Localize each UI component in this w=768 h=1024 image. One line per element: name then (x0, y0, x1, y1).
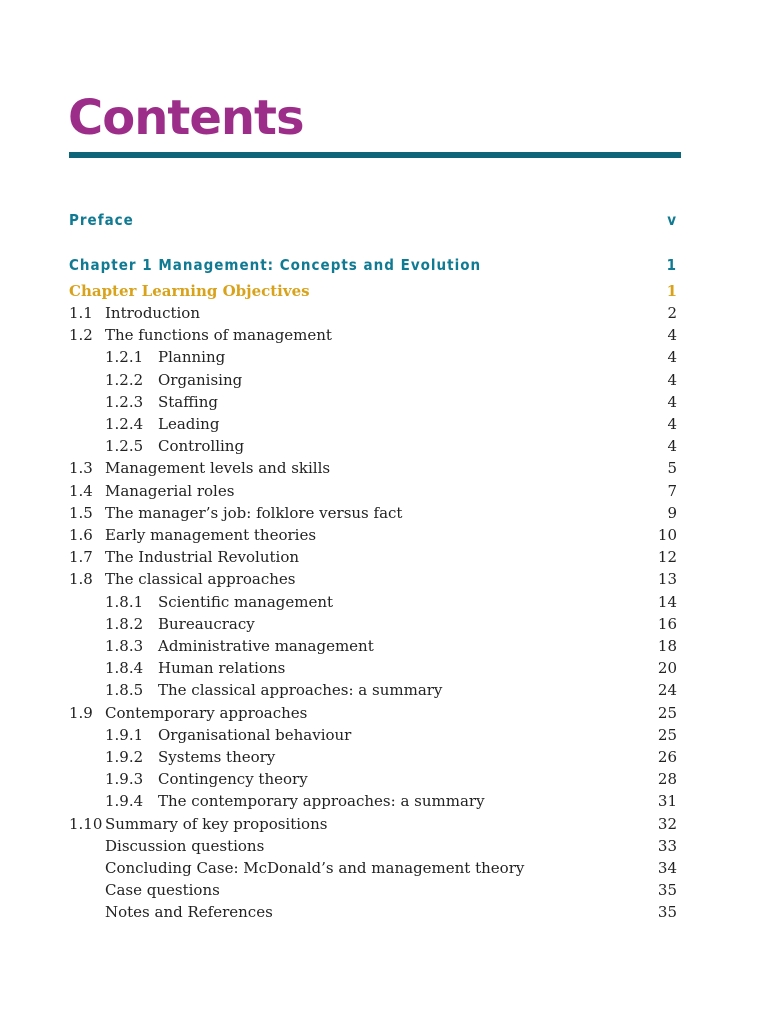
toc-entry-number: 1.9.2 (105, 748, 144, 766)
toc-entry-page: 28 (657, 770, 677, 789)
toc-entry-page: 5 (667, 459, 677, 478)
toc-entry-page: 7 (667, 481, 677, 500)
toc-entry[interactable] (69, 657, 677, 679)
toc-entry-label: The manager’s job: folklore versus fact (105, 503, 403, 522)
toc-chapter-label: Chapter 1 Management: Concepts and Evolution (69, 256, 482, 274)
toc-entry-label: Introduction (105, 304, 200, 322)
toc-entry-label: Scientific management (158, 592, 334, 611)
toc-entry-number: 1.9.3 (105, 770, 144, 789)
toc-preface[interactable] (69, 209, 677, 231)
toc-entry-page: 12 (657, 548, 677, 567)
toc-entry[interactable] (69, 524, 677, 546)
toc-entry[interactable] (69, 546, 677, 568)
title-rule (69, 152, 681, 158)
toc-entry-number: 1.2.3 (105, 392, 144, 411)
toc-entry-label: Notes and References (105, 903, 273, 922)
toc-entry[interactable] (69, 613, 677, 635)
toc-entry-number: 1.8 (69, 570, 93, 589)
toc-entry[interactable] (69, 768, 677, 790)
toc-entry-page: 13 (657, 570, 677, 589)
toc-entry[interactable] (69, 435, 677, 457)
toc-entry-page: 9 (667, 503, 677, 522)
toc-entry[interactable] (69, 790, 677, 812)
toc-entry[interactable] (69, 413, 677, 435)
toc-entry[interactable] (69, 346, 677, 368)
toc-entry-label: Bureaucracy (158, 614, 255, 633)
toc-entry-page: 4 (667, 415, 677, 433)
toc-entry-label: The functions of management (105, 326, 332, 345)
toc-entry-page: 34 (657, 859, 677, 877)
toc-entry-number: 1.5 (69, 503, 93, 522)
toc-entry[interactable] (69, 813, 677, 835)
toc-entry-label: Managerial roles (105, 481, 235, 500)
toc-entry-page: 16 (657, 614, 677, 633)
toc-entry-page: 25 (657, 703, 677, 722)
toc-entry-label: Administrative management (158, 637, 374, 655)
toc-entry-page: 26 (657, 748, 677, 766)
toc-entry-number: 1.7 (69, 548, 93, 567)
toc-entry-label: Early management theories (105, 526, 317, 544)
toc-entry-label: The classical approaches (105, 570, 296, 589)
toc-entry[interactable] (69, 502, 677, 524)
toc-entry[interactable] (69, 391, 677, 413)
toc-entry-label: Management levels and skills (105, 459, 331, 478)
toc-entry[interactable] (69, 679, 677, 701)
toc-entry-label: Contingency theory (158, 770, 308, 789)
toc-entry[interactable] (69, 302, 677, 324)
toc-entry-number: 1.2.5 (105, 437, 144, 456)
toc-entry-label: Organising (158, 370, 243, 389)
toc-entry-number: 1.2.1 (105, 348, 144, 367)
toc-entry-page: 4 (667, 437, 677, 456)
toc-entry-page: 4 (667, 326, 677, 345)
toc-entry-page: 4 (667, 392, 677, 411)
toc-chapter-heading[interactable] (69, 254, 677, 276)
toc-entry-number: 1.9.1 (105, 725, 144, 744)
toc-entry-page: 35 (657, 881, 677, 900)
toc-entry[interactable] (69, 835, 677, 857)
toc-entry-number: 1.8.5 (105, 681, 144, 700)
toc-entry-label: Planning (158, 348, 226, 367)
toc-entry-number: 1.10 (69, 814, 103, 833)
toc-entry-page: 18 (657, 637, 677, 655)
toc-entry-label: Summary of key propositions (105, 814, 328, 833)
toc-entry-label: Organisational behaviour (158, 725, 352, 744)
toc-entry-label: The contemporary approaches: a summary (158, 792, 485, 811)
toc-entry-label: Controlling (158, 437, 245, 456)
toc-entry[interactable] (69, 480, 677, 502)
toc-entry-number: 1.8.3 (105, 637, 144, 655)
toc-entry-label: Systems theory (158, 748, 276, 766)
toc-entry-page: 31 (657, 792, 677, 811)
toc-entry[interactable] (69, 591, 677, 613)
toc-chapter-page: 1 (666, 256, 677, 274)
toc-entry-page: 25 (657, 725, 677, 744)
toc-entry-number: 1.2.2 (105, 370, 144, 389)
toc-entry-label: Human relations (158, 659, 286, 678)
toc-objectives[interactable] (69, 280, 677, 302)
toc-entry-number: 1.6 (69, 526, 93, 544)
toc-objectives-label: Chapter Learning Objectives (69, 282, 310, 300)
toc-entry[interactable] (69, 635, 677, 657)
toc-entry-page: 24 (657, 681, 677, 700)
toc-entry-number: 1.3 (69, 459, 93, 478)
toc-entry-number: 1.9.4 (105, 792, 144, 811)
toc-entry-label: Discussion questions (105, 836, 265, 855)
toc-entry-number: 1.8.2 (105, 614, 144, 633)
toc-entry-label: The classical approaches: a summary (158, 681, 443, 700)
toc-entry[interactable] (69, 879, 677, 901)
toc-entry-number: 1.2 (69, 326, 93, 345)
toc-entry-page: 32 (657, 814, 677, 833)
toc-entry[interactable] (69, 324, 677, 346)
toc-entry-label: Case questions (105, 881, 220, 900)
toc-entry[interactable] (69, 901, 677, 923)
toc-entry[interactable] (69, 457, 677, 479)
toc-entry-page: 10 (657, 526, 677, 544)
toc-entry-number: 1.9 (69, 703, 93, 722)
toc-entry-page: 20 (657, 659, 677, 678)
toc-entry-page: 14 (657, 592, 677, 611)
page-title: Contents (68, 90, 304, 146)
toc-entry-page: 4 (667, 348, 677, 367)
toc-entry[interactable] (69, 746, 677, 768)
toc-entry-number: 1.4 (69, 481, 93, 500)
toc-entry-label: Concluding Case: McDonald’s and management theory (105, 859, 525, 877)
toc-entry-page: 35 (657, 903, 677, 922)
toc-entry[interactable] (69, 857, 677, 879)
toc-entry-number: 1.8.4 (105, 659, 144, 678)
toc-objectives-page: 1 (666, 282, 677, 300)
toc-entry-page: 4 (667, 370, 677, 389)
toc-entry-page: 33 (657, 836, 677, 855)
toc-entry[interactable] (69, 702, 677, 724)
toc-entry[interactable] (69, 369, 677, 391)
toc-entry-label: The Industrial Revolution (105, 548, 300, 567)
toc-entry-number: 1.1 (69, 304, 93, 322)
toc-entry[interactable] (69, 724, 677, 746)
toc-preface-label: Preface (69, 211, 134, 229)
toc-entry-page: 2 (667, 304, 677, 322)
toc-entry-label: Contemporary approaches (105, 703, 308, 722)
toc-entry-label: Staffing (158, 392, 218, 411)
toc-entry[interactable] (69, 568, 677, 590)
toc-preface-page: v (667, 211, 677, 229)
toc-entry-label: Leading (158, 415, 220, 433)
toc-entry-number: 1.8.1 (105, 592, 144, 611)
toc-entry-number: 1.2.4 (105, 415, 144, 433)
